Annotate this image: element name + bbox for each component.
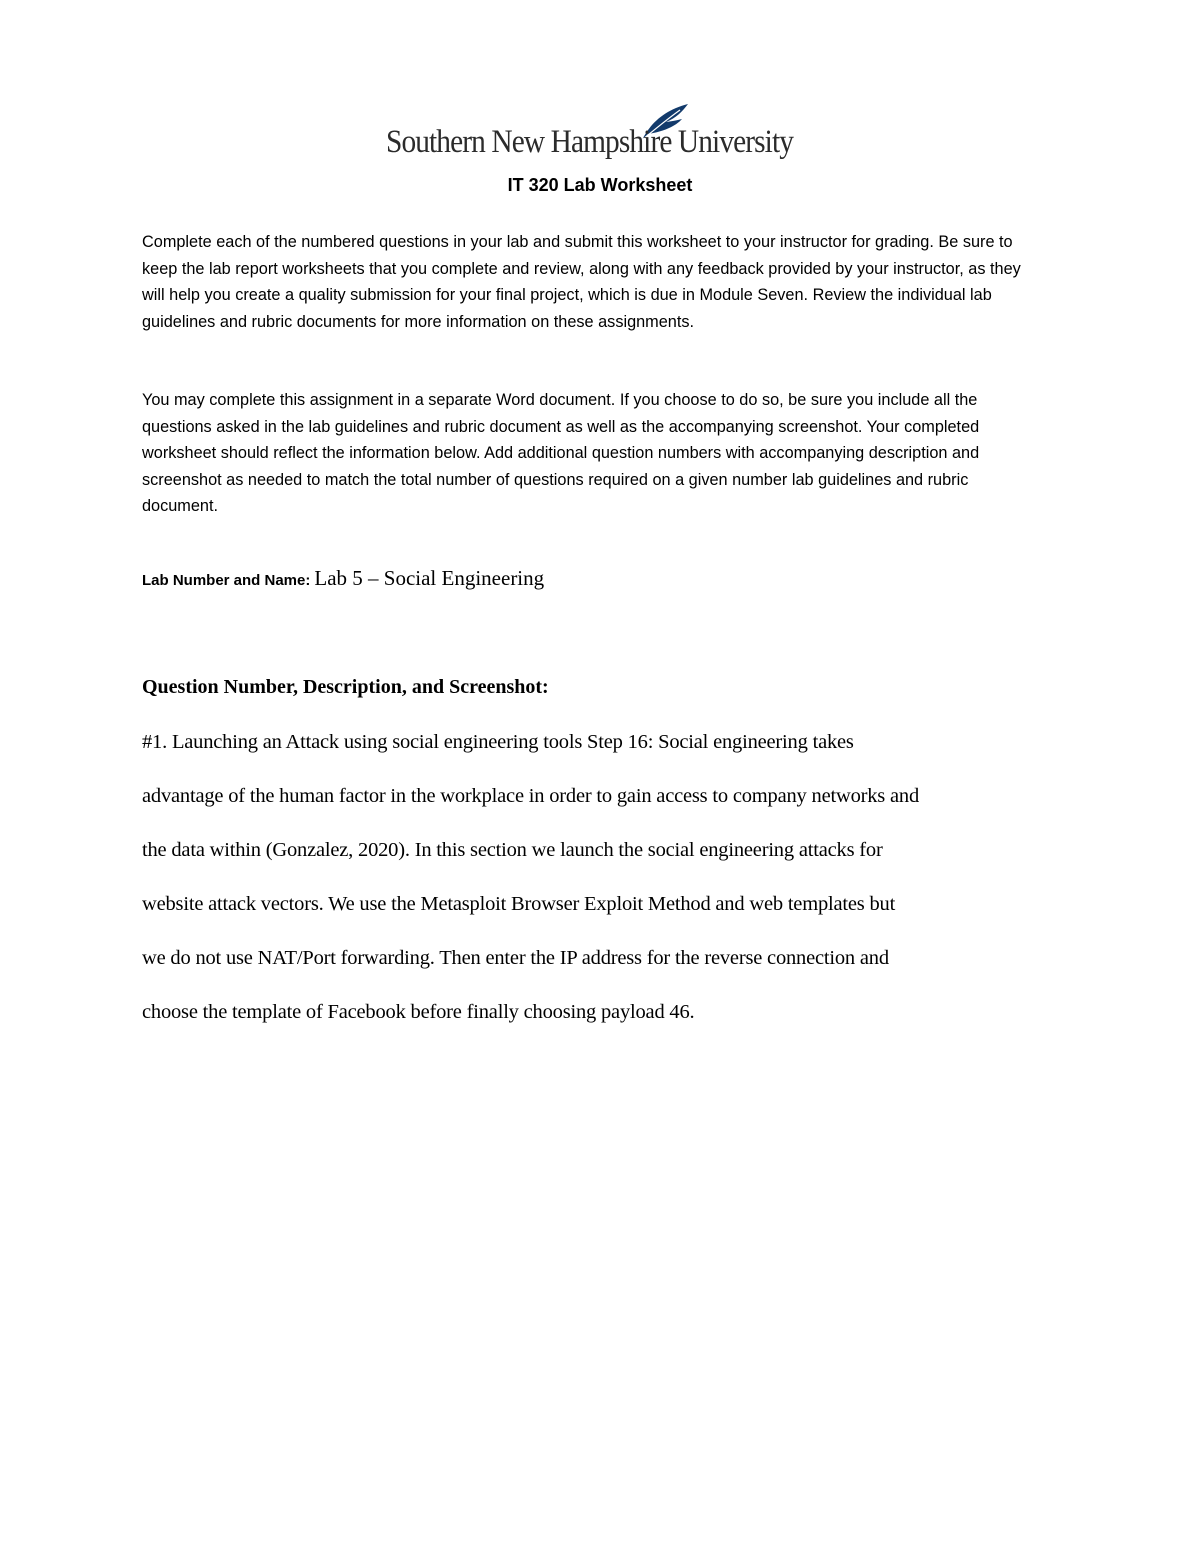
answer-line: #1. Launching an Attack using social engineering tools Step 16: Social engineering takes	[142, 731, 854, 753]
instructions-paragraph-2: You may complete this assignment in a separate Word document. If you choose to do so, be sure you include all the questions asked in the lab guidelines and rubric document as well as the accompanying screenshot. Your completed worksheet should reflect the information below. Add additional question numbers with accompanying description and screenshot as needed to match the total number of questions required on a given number lab guidelines and rubric document.	[142, 391, 980, 515]
question-heading: Question Number, Description, and Screenshot:	[142, 676, 549, 698]
lab-number-value: Lab 5 – Social Engineering	[314, 566, 545, 590]
instructions-paragraph-1: Complete each of the numbered questions in your lab and submit this worksheet to your instructor for grading. Be sure to keep the lab report worksheets that you complete and review, along with any feedback provided by your instructor, as they will help you create a quality submission for your final project, which is due in Module Seven. Review the individual lab guidelines and rubric documents for more information on these assignments.	[142, 233, 1021, 331]
university-name: Southern New Hampshire University	[386, 124, 794, 160]
answer-line: the data within (Gonzalez, 2020). In this section we launch the social engineering attacks for	[142, 839, 883, 861]
lab-number-row	[142, 566, 544, 591]
answer-line: we do not use NAT/Port forwarding. Then enter the IP address for the reverse connection and	[142, 947, 889, 969]
answer-line: advantage of the human factor in the workplace in order to gain access to company networks and	[142, 785, 919, 807]
lab-number-label: Lab Number and Name:	[142, 572, 311, 589]
answer-line: website attack vectors. We use the Metasploit Browser Exploit Method and web templates but	[142, 893, 896, 915]
document-title: IT 320 Lab Worksheet	[507, 175, 693, 195]
answer-line: choose the template of Facebook before finally choosing payload 46.	[142, 1001, 695, 1023]
university-logo	[386, 102, 816, 172]
